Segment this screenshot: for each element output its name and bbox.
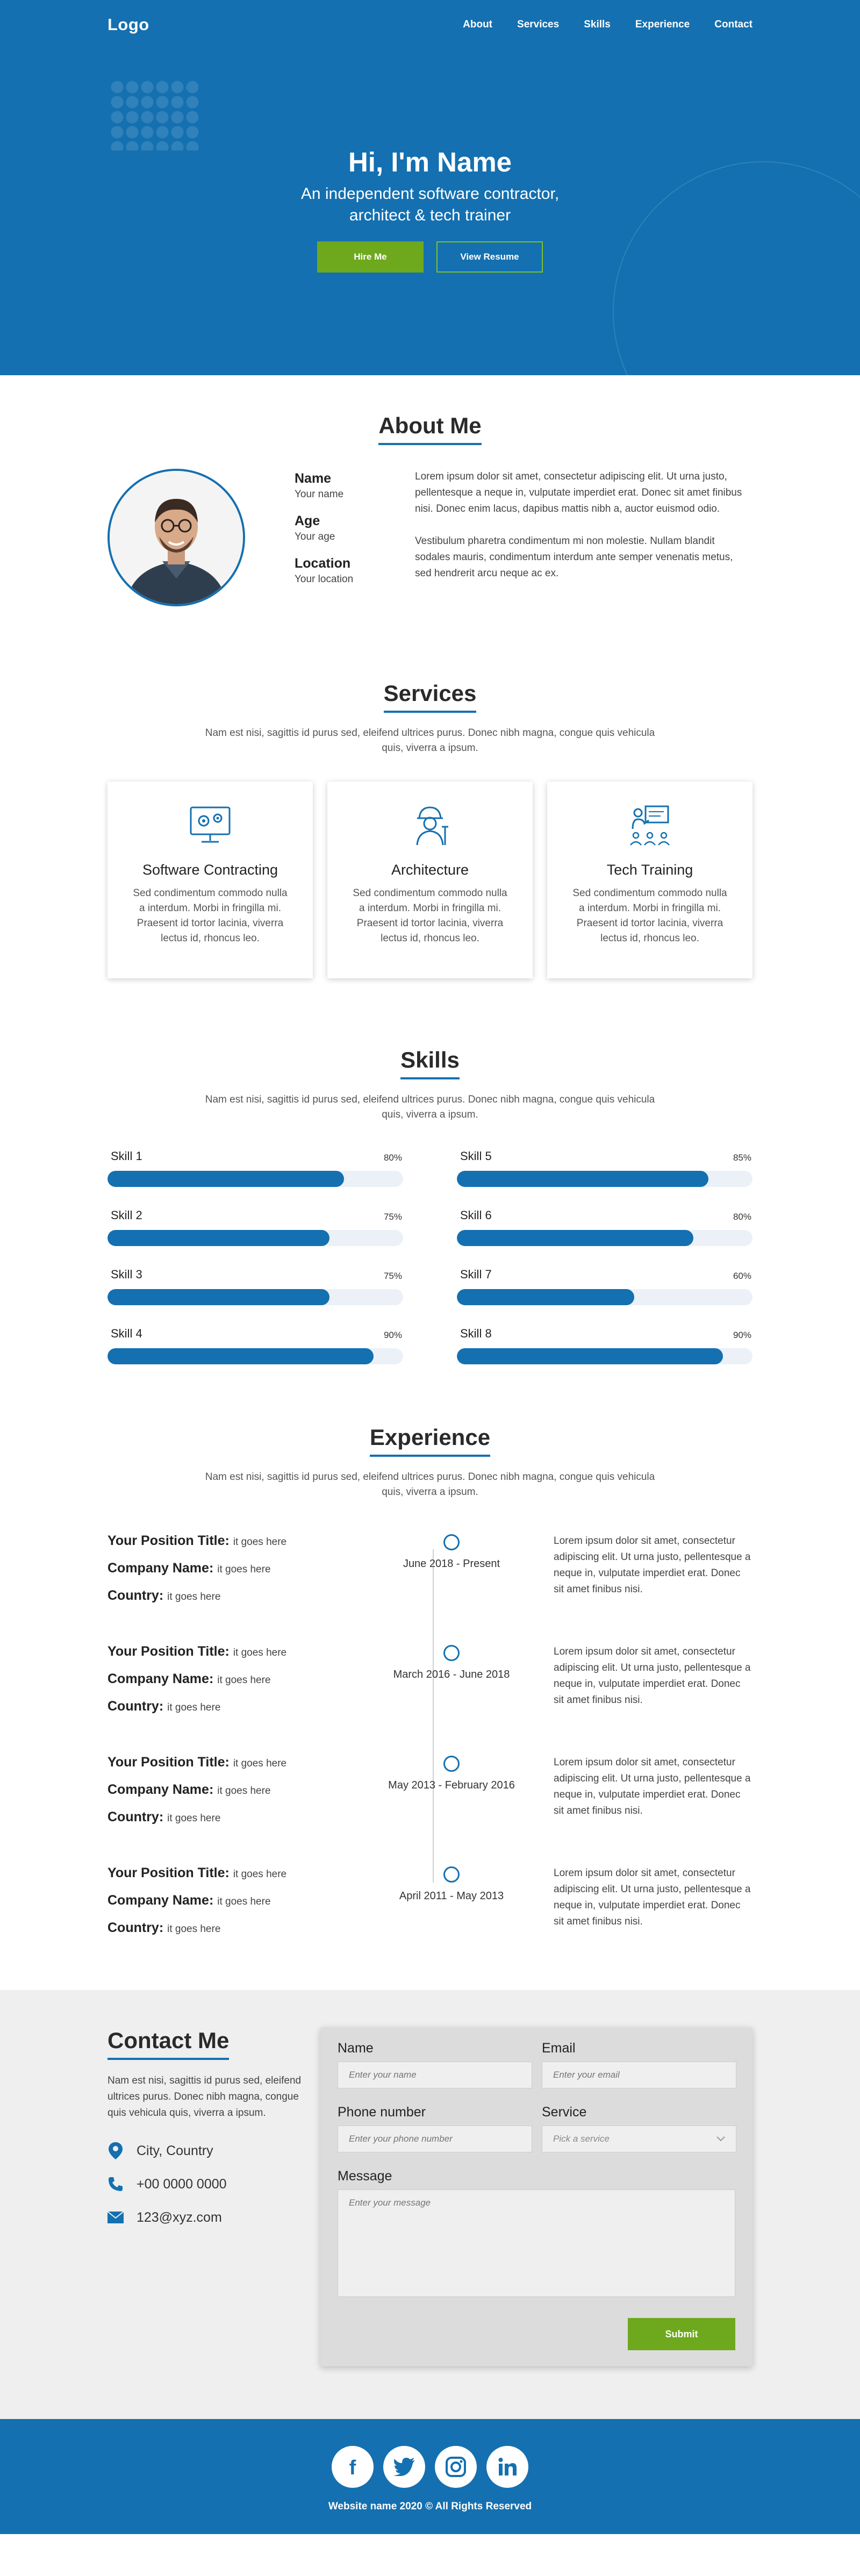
- avatar-portrait-icon: [110, 471, 243, 604]
- info-label-name: Name: [295, 471, 332, 486]
- services-subtitle: Nam est nisi, sagittis id purus sed, eleifend ultrices purus. Donec nibh magna, congue quis vehicula quis, viverra a ipsum.: [205, 727, 655, 754]
- hero-buttons: [0, 241, 860, 273]
- company-line: Company Name: it goes here: [108, 1782, 271, 1797]
- about-paragraph: Vestibulum pharetra condimentum mi non molestie. Nullam blandit sodales mauris, condimentum interdum ante semper venenatis metus, sed hendrerit arcu neque ac ex.: [415, 535, 733, 579]
- position-line: Your Position Title: it goes here: [108, 1533, 287, 1548]
- skills-section: [0, 1025, 860, 1425]
- logo[interactable]: Logo: [108, 15, 149, 34]
- skill-percent: 90%: [733, 1330, 751, 1340]
- skill-bar-fill: [457, 1171, 708, 1187]
- skill-name: Skill 5: [460, 1149, 492, 1163]
- envelope-icon: [108, 2209, 124, 2226]
- presentation-board-icon: [627, 802, 672, 847]
- service-title: Architecture: [391, 862, 469, 878]
- location-text: City, Country: [137, 2143, 213, 2158]
- nav-links: [463, 19, 752, 31]
- chevron-down-icon: [716, 2136, 725, 2142]
- timeline-description: Lorem ipsum dolor sit amet, consectetur adipiscing elit. Ut urna justo, pellentesque a neque in, vulputate imperdiet erat. Donec sit amet finibus nisi.: [554, 1757, 751, 1816]
- dot-pattern-decoration: [110, 80, 201, 151]
- service-description: Sed condimentum commodo nulla a interdum. Morbi in fringilla mi. Praesent id tortor lacinia, viverra lectus id, rhoncus leo.: [353, 888, 507, 944]
- skill-name: Skill 1: [111, 1149, 142, 1163]
- timeline-marker: [443, 1756, 460, 1772]
- timeline-description: Lorem ipsum dolor sit amet, consectetur adipiscing elit. Ut urna justo, pellentesque a neque in, vulputate imperdiet erat. Donec sit amet finibus nisi.: [554, 1646, 751, 1706]
- timeline-entry: [108, 1644, 752, 1755]
- nav-link-skills[interactable]: Skills: [584, 19, 611, 30]
- contact-email: [108, 2209, 322, 2226]
- company-line: Company Name: it goes here: [108, 1561, 271, 1576]
- map-pin-icon: [108, 2143, 124, 2159]
- hero-section: [0, 0, 860, 375]
- skill-bar-track: [457, 1289, 752, 1305]
- skills-subtitle: Nam est nisi, sagittis id purus sed, eleifend ultrices purus. Donec nibh magna, congue quis vehicula quis, viverra a ipsum.: [205, 1094, 655, 1120]
- facebook-icon[interactable]: [332, 2446, 374, 2488]
- nav-link-experience[interactable]: Experience: [635, 19, 690, 30]
- phone-label: Phone number: [338, 2105, 426, 2120]
- nav-link-about[interactable]: About: [463, 19, 493, 30]
- submit-button[interactable]: Submit: [628, 2318, 735, 2350]
- info-value-name: Your name: [295, 489, 344, 500]
- position-line: Your Position Title: it goes here: [108, 1644, 287, 1659]
- about-paragraph: Lorem ipsum dolor sit amet, consectetur adipiscing elit. Ut urna justo, pellentesque a neque in, vulputate imperdiet erat. Donec sit amet finibus nisi. Donec enim lacus, dapibus mattis nibh a, auctor euismod odio.: [415, 471, 742, 514]
- skill-item: [457, 1208, 752, 1246]
- skills-heading: Skills: [400, 1047, 460, 1079]
- social-links: [0, 2446, 860, 2488]
- info-value-age: Your age: [295, 531, 335, 542]
- timeline-marker: [443, 1534, 460, 1550]
- skill-percent: 90%: [383, 1330, 402, 1340]
- timeline-entry: [108, 1755, 752, 1865]
- email-text[interactable]: 123@xyz.com: [137, 2209, 222, 2225]
- country-line: Country: it goes here: [108, 1699, 221, 1714]
- phone-text[interactable]: +00 0000 0000: [137, 2176, 227, 2192]
- experience-heading: Experience: [370, 1425, 490, 1457]
- skill-bar-fill: [457, 1230, 693, 1246]
- timeline-entry: [108, 1865, 752, 1976]
- email-input[interactable]: [542, 2062, 736, 2088]
- hero-subtitle: An independent software contractor, architect & tech trainer: [300, 185, 560, 224]
- name-input[interactable]: [338, 2062, 532, 2088]
- position-line: Your Position Title: it goes here: [108, 1865, 287, 1880]
- service-label: Service: [542, 2105, 587, 2120]
- timeline-date: April 2011 - May 2013: [399, 1890, 504, 1902]
- about-heading: About Me: [378, 413, 481, 445]
- timeline-description: Lorem ipsum dolor sit amet, consectetur adipiscing elit. Ut urna justo, pellentesque a neque in, vulputate imperdiet erat. Donec sit amet finibus nisi.: [554, 1535, 751, 1595]
- contact-phone: [108, 2176, 322, 2192]
- skill-bar-track: [457, 1348, 752, 1364]
- hero-text: [0, 146, 860, 273]
- skill-item: [108, 1208, 403, 1246]
- service-description: Sed condimentum commodo nulla a interdum. Morbi in fringilla mi. Praesent id tortor lacinia, viverra lectus id, rhoncus leo.: [133, 888, 288, 944]
- hero-title: Hi, I'm Name: [348, 147, 512, 177]
- view-resume-button[interactable]: View Resume: [436, 241, 543, 273]
- about-info: [295, 469, 415, 606]
- skill-bar-track: [457, 1171, 752, 1187]
- services-heading: Services: [384, 681, 477, 713]
- skill-bar-track: [108, 1289, 403, 1305]
- skill-grid: [108, 1149, 752, 1364]
- avatar: [108, 469, 245, 606]
- about-section: [0, 375, 860, 649]
- skill-bar-fill: [457, 1289, 634, 1305]
- monitor-gears-icon: [188, 802, 233, 847]
- skill-bar-track: [108, 1230, 403, 1246]
- experience-subtitle: Nam est nisi, sagittis id purus sed, eleifend ultrices purus. Donec nibh magna, congue quis vehicula quis, viverra a ipsum.: [205, 1471, 655, 1498]
- skill-item: [457, 1268, 752, 1305]
- info-label-location: Location: [295, 556, 351, 571]
- timeline-entry: [108, 1533, 752, 1644]
- skill-bar-fill: [457, 1348, 723, 1364]
- twitter-icon[interactable]: [383, 2446, 425, 2488]
- skill-name: Skill 8: [460, 1327, 492, 1340]
- top-nav: [108, 0, 752, 49]
- company-line: Company Name: it goes here: [108, 1671, 271, 1686]
- nav-link-services[interactable]: Services: [517, 19, 560, 30]
- message-input[interactable]: [338, 2189, 735, 2297]
- contact-section: [0, 1990, 860, 2419]
- services-section: [0, 649, 860, 1025]
- skill-name: Skill 7: [460, 1268, 492, 1281]
- message-label: Message: [338, 2169, 392, 2184]
- country-line: Country: it goes here: [108, 1588, 221, 1603]
- position-line: Your Position Title: it goes here: [108, 1755, 287, 1770]
- service-select-value: Pick a service: [553, 2134, 610, 2144]
- contact-heading: Contact Me: [108, 2028, 229, 2060]
- experience-section: [0, 1425, 860, 1990]
- skill-item: [108, 1268, 403, 1305]
- contact-form: [320, 2028, 752, 2366]
- skill-item: [457, 1149, 752, 1187]
- info-label-age: Age: [295, 513, 320, 528]
- skill-percent: 85%: [733, 1153, 751, 1163]
- skill-bar-fill: [108, 1230, 329, 1246]
- timeline-marker: [443, 1866, 460, 1883]
- skill-name: Skill 4: [111, 1327, 142, 1340]
- svg-text:f: f: [349, 2457, 356, 2477]
- skill-name: Skill 2: [111, 1208, 142, 1222]
- timeline-description: Lorem ipsum dolor sit amet, consectetur adipiscing elit. Ut urna justo, pellentesque a neque in, vulputate imperdiet erat. Donec sit amet finibus nisi.: [554, 1867, 751, 1927]
- service-card-training: [547, 782, 752, 978]
- skill-name: Skill 3: [111, 1268, 142, 1281]
- contact-description: Nam est nisi, sagittis id purus sed, eleifend ultrices purus. Donec nibh magna, congue quis vehicula quis, viverra a ipsum.: [108, 2075, 302, 2119]
- service-title: Software Contracting: [142, 862, 278, 878]
- skill-percent: 80%: [383, 1153, 402, 1163]
- skill-percent: 80%: [733, 1212, 751, 1222]
- footer: [0, 2419, 860, 2534]
- skill-name: Skill 6: [460, 1208, 492, 1222]
- service-card-software: [108, 782, 313, 978]
- service-description: Sed condimentum commodo nulla a interdum. Morbi in fringilla mi. Praesent id tortor lacinia, viverra lectus id, rhoncus leo.: [572, 888, 727, 944]
- skill-percent: 60%: [733, 1271, 751, 1281]
- skill-bar-track: [108, 1348, 403, 1364]
- skill-item: [108, 1327, 403, 1364]
- info-value-location: Your location: [295, 574, 354, 585]
- company-line: Company Name: it goes here: [108, 1893, 271, 1908]
- email-label: Email: [542, 2041, 576, 2056]
- linkedin-icon[interactable]: [486, 2446, 528, 2488]
- skill-percent: 75%: [383, 1212, 402, 1222]
- timeline: [108, 1533, 752, 1976]
- phone-input[interactable]: [338, 2126, 532, 2152]
- country-line: Country: it goes here: [108, 1920, 221, 1935]
- contact-location: [108, 2143, 322, 2159]
- engineer-helmet-icon: [407, 802, 453, 847]
- timeline-date: March 2016 - June 2018: [393, 1669, 510, 1680]
- skill-bar-track: [108, 1171, 403, 1187]
- skill-bar-fill: [108, 1348, 374, 1364]
- service-title: Tech Training: [606, 862, 693, 878]
- instagram-icon[interactable]: [435, 2446, 477, 2488]
- skill-item: [457, 1327, 752, 1364]
- phone-icon: [108, 2176, 124, 2192]
- footer-copyright: Website name 2020 © All Rights Reserved: [328, 2501, 532, 2512]
- skill-bar-track: [457, 1230, 752, 1246]
- timeline-marker: [443, 1645, 460, 1661]
- hire-me-button[interactable]: Hire Me: [317, 241, 424, 273]
- skill-bar-fill: [108, 1289, 329, 1305]
- timeline-date: May 2013 - February 2016: [388, 1779, 515, 1791]
- nav-link-contact[interactable]: Contact: [714, 19, 752, 30]
- skill-bar-fill: [108, 1171, 344, 1187]
- service-card-architecture: [327, 782, 533, 978]
- skill-item: [108, 1149, 403, 1187]
- timeline-date: June 2018 - Present: [403, 1558, 500, 1570]
- country-line: Country: it goes here: [108, 1809, 221, 1824]
- about-description: [415, 469, 751, 606]
- skill-percent: 75%: [383, 1271, 402, 1281]
- name-label: Name: [338, 2041, 374, 2056]
- service-select[interactable]: [542, 2126, 736, 2152]
